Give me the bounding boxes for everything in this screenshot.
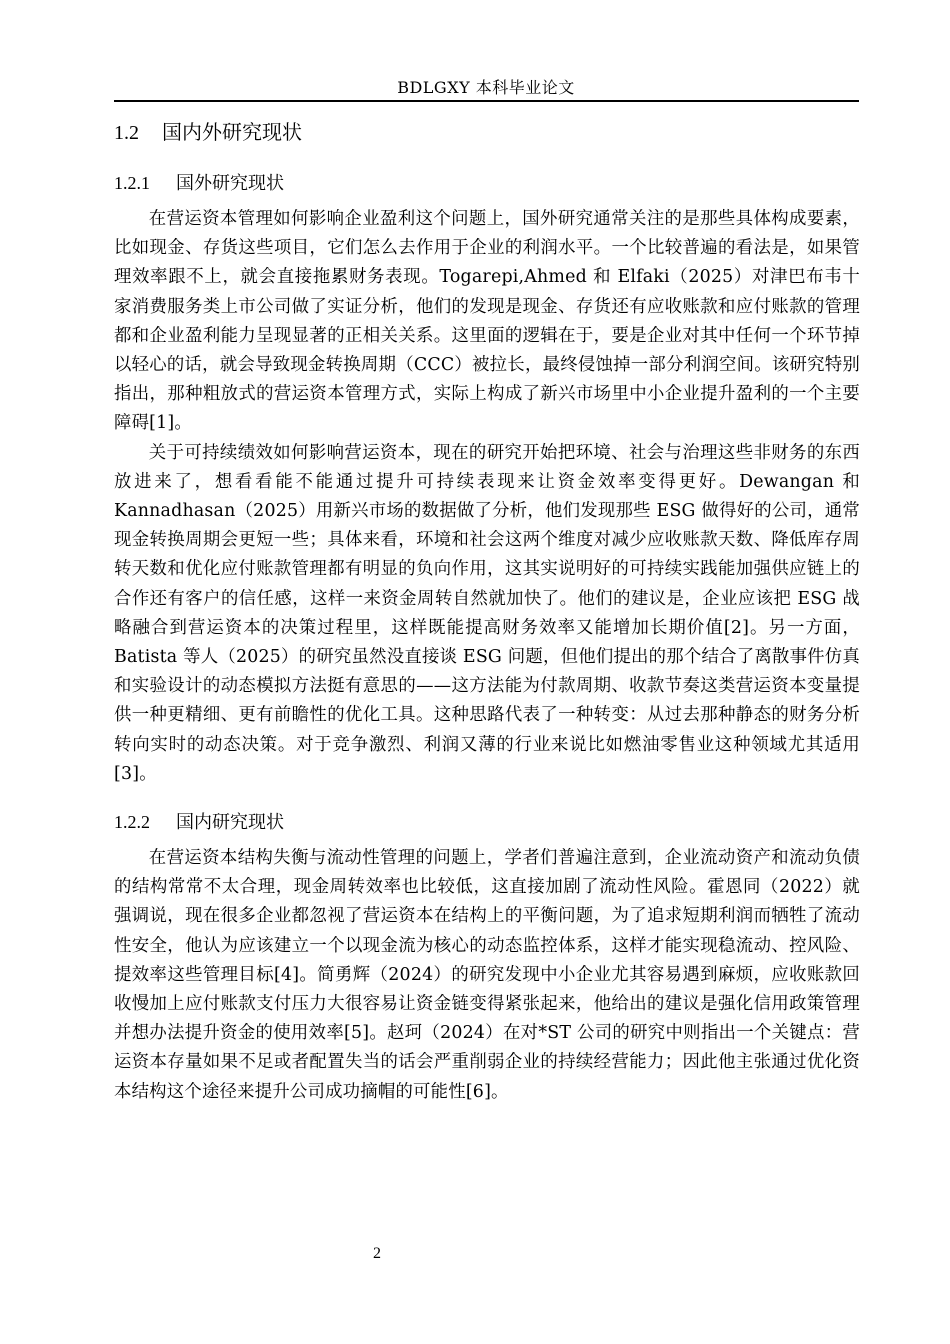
- subsection-number: 1.2.1: [114, 173, 150, 193]
- section-heading: [114, 118, 860, 152]
- body-paragraph: 在营运资本管理如何影响企业盈利这个问题上，国外研究通常关注的是那些具体构成要素，比如现金、存货这些项目，它们怎么去作用于企业的利润水平。一个比较普遍的看法是，如果管理效率跟不上，就会直接拖累财务表现。Togarepi,Ahmed 和 Elfaki（2025）对津巴布韦十家消费服务类上市公司做了实证分析，他们的发现是现金、存货还有应收账款和应付账款的管理都和企业盈利能力呈现显著的正相关关系。这里面的逻辑在于，要是企业对其中任何一个环节掉以轻心的话，就会导致现金转换周期（CCC）被拉长，最终侵蚀掉一部分利润空间。该研究特别指出，那种粗放式的营运资本管理方式，实际上构成了新兴市场里中小企业提升盈利的一个主要障碍[1]。: [114, 209, 860, 434]
- subsection-number: 1.2.2: [114, 812, 150, 833]
- subsection-title: 国外研究现状: [176, 173, 284, 194]
- page-body: [114, 112, 860, 1107]
- body-paragraph: 关于可持续绩效如何影响营运资本，现在的研究开始把环境、社会与治理这些非财务的东西放进来了，想看看能不能通过提升可持续表现来让资金效率变得更好。Dewangan 和 Kannadhasan（2025）用新兴市场的数据做了分析，他们发现那些 ESG 做得好的公司，通常现金转换周期会更短一些；具体来看，环境和社会这两个维度对减少应收账款天数、降低库存周转天数和优化应付账款管理都有明显的负向作用，这其实说明好的可持续实践能加强供应链上的合作还有客户的信任感，这样一来资金周转自然就加快了。他们的建议是，企业应该把 ESG 战略融合到营运资本的决策过程里，这样既能提高财务效率又能增加长期价值[2]。另一方面，Batista 等人（2025）的研究虽然没直接谈 ESG 问题，但他们提出的那个结合了离散事件仿真和实验设计的动态模拟方法挺有意思的——这方法能为付款周期、收款节奏这类营运资本变量提供一种更精细、更有前瞻性的优化工具。这种思路代表了一种转变：从过去那种静态的财务分析转向实时的动态决策。对于竞争激烈、利润又薄的行业来说比如燃油零售业这种领域尤其适用[3]。: [114, 442, 860, 784]
- subsection-title: 国内研究现状: [176, 812, 284, 834]
- page-header: BDLGXY 本科毕业论文: [397, 78, 575, 97]
- body-paragraph: 在营运资本结构失衡与流动性管理的问题上，学者们普遍注意到，企业流动资产和流动负债的结构常常不太合理，现金周转效率也比较低，这直接加剧了流动性风险。霍恩同（2022）就强调说，现在很多企业都忽视了营运资本在结构上的平衡问题，为了追求短期利润而牺牲了流动性安全，他认为应该建立一个以现金流为核心的动态监控体系，这样才能实现稳流动、控风险、提效率这些管理目标[4]。简勇辉（2024）的研究发现中小企业尤其容易遇到麻烦，应收账款回收慢加上应付账款支付压力大很容易让资金链变得紧张起来，他给出的建议是强化信用政策管理并想办法提升资金的使用效率[5]。赵珂（2024）在对*ST 公司的研究中则指出一个关键点：营运资本存量如果不足或者配置失当的话会严重削弱企业的持续经营能力；因此他主张通过优化资本结构这个途径来提升公司成功摘帽的可能性[6]。: [114, 848, 860, 1102]
- subsection-heading: [114, 170, 860, 197]
- section-title: 国内外研究现状: [162, 120, 302, 144]
- section-number: 1.2: [114, 122, 139, 144]
- subsection-heading: [114, 809, 860, 836]
- page-number: 2: [373, 1245, 381, 1262]
- header-rule: [114, 100, 859, 102]
